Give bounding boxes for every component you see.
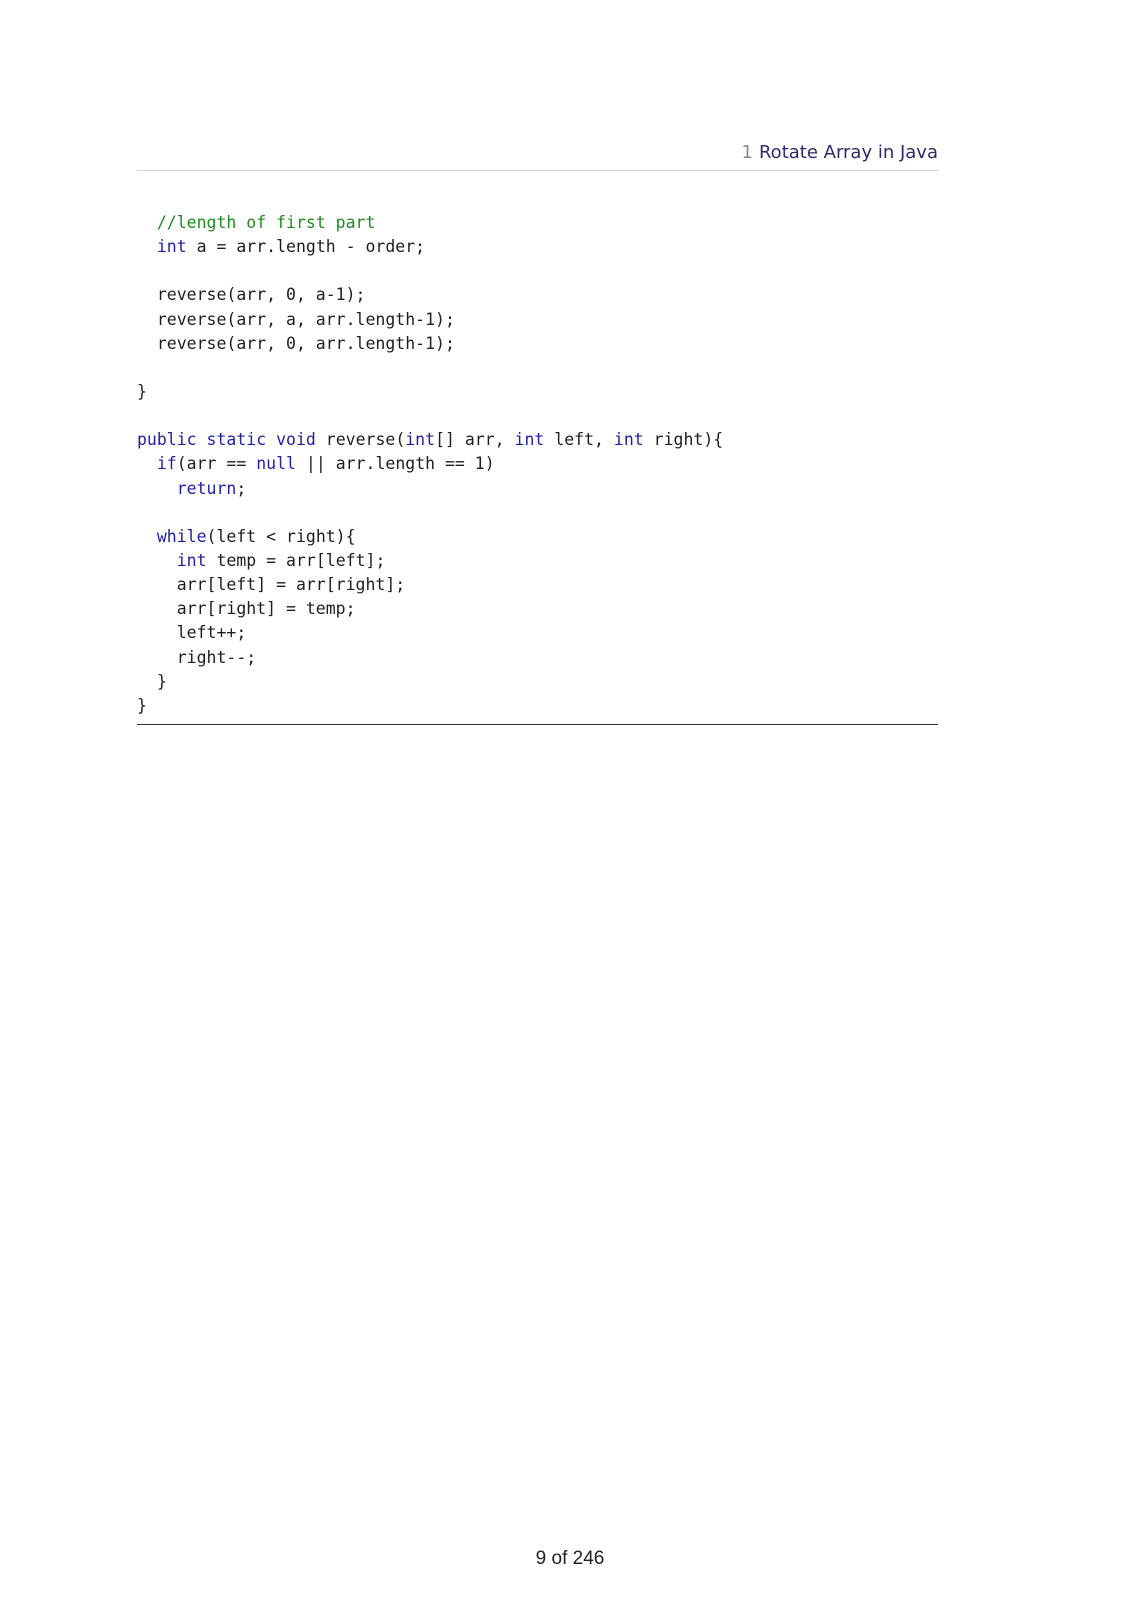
code-keyword: int xyxy=(613,430,644,450)
code-text: reverse(arr, 0, arr.length-1); xyxy=(137,333,455,353)
code-text: } xyxy=(137,695,147,715)
code-line xyxy=(137,549,938,573)
code-line xyxy=(137,477,938,501)
code-line xyxy=(137,452,938,476)
code-keyword: null xyxy=(256,454,296,474)
code-line xyxy=(137,501,938,525)
code-text: [] arr, xyxy=(435,430,515,450)
code-text xyxy=(137,551,177,570)
code-keyword: int xyxy=(156,237,187,257)
code-text: reverse(arr, a, arr.length-1); xyxy=(137,309,455,329)
code-line xyxy=(137,332,938,356)
code-text: right){ xyxy=(643,430,724,450)
code-text: left++; xyxy=(137,623,247,643)
code-line xyxy=(137,428,938,452)
code-text: arr[left] = arr[right]; xyxy=(137,575,406,595)
code-keyword: return xyxy=(176,478,237,498)
code-text: temp = arr[left]; xyxy=(206,550,386,570)
code-keyword: int xyxy=(176,550,207,570)
code-line xyxy=(137,283,938,307)
code-line xyxy=(137,308,938,332)
code-text: (left < right){ xyxy=(206,526,356,546)
code-text xyxy=(137,213,157,232)
code-line xyxy=(137,380,938,404)
code-text: } xyxy=(137,381,147,401)
code-text: arr[right] = temp; xyxy=(137,599,356,619)
code-keyword: if xyxy=(156,454,177,474)
code-keyword: public xyxy=(137,430,197,450)
code-line xyxy=(137,235,938,259)
code-line xyxy=(137,404,938,428)
code-keyword: while xyxy=(156,526,207,546)
code-line xyxy=(137,646,938,670)
code-text xyxy=(137,479,177,498)
page-header xyxy=(137,140,938,171)
code-text: reverse(arr, 0, a-1); xyxy=(137,285,366,305)
code-text: || arr.length == 1) xyxy=(295,454,495,474)
code-text xyxy=(197,430,207,449)
code-text xyxy=(266,430,276,449)
code-text xyxy=(137,237,157,256)
code-text: left, xyxy=(544,430,614,450)
code-line xyxy=(137,259,938,283)
code-line xyxy=(137,525,938,549)
code-text: (arr == xyxy=(176,454,257,474)
code-text: a = arr.length - order; xyxy=(186,237,426,257)
code-text xyxy=(137,527,157,546)
chapter-title: Rotate Array in Java xyxy=(758,142,938,163)
code-text xyxy=(137,454,157,473)
code-line xyxy=(137,670,938,694)
code-text: ; xyxy=(236,478,247,498)
code-text: right--; xyxy=(137,647,257,667)
code-line xyxy=(137,573,938,597)
code-comment: //length of first part xyxy=(156,213,376,232)
code-line xyxy=(137,621,938,645)
code-line xyxy=(137,211,938,235)
code-line xyxy=(137,694,938,718)
code-keyword: int xyxy=(514,430,545,450)
code-text: } xyxy=(137,671,167,691)
code-keyword: void xyxy=(276,430,316,450)
code-line xyxy=(137,356,938,380)
code-line xyxy=(137,597,938,621)
code-text: reverse( xyxy=(315,430,406,450)
code-keyword: int xyxy=(405,430,436,450)
page-number: 9 of 246 xyxy=(535,1548,605,1569)
code-block xyxy=(137,211,938,725)
code-keyword: static xyxy=(206,430,267,450)
chapter-number: 1 xyxy=(741,142,753,163)
